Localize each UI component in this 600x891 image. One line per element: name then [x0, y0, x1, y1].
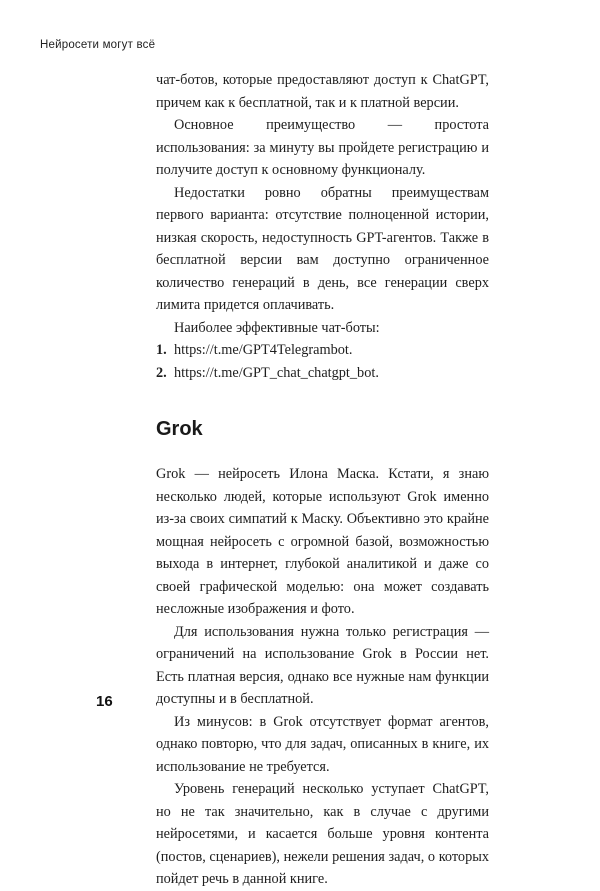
body-paragraph: Наиболее эффективные чат-боты:: [174, 319, 380, 336]
page-body: [156, 69, 489, 891]
list-item: [156, 339, 489, 362]
body-paragraph: Из минусов: в Grok отсутствует формат агентов, однако повторю, что для задач, описанных в книге, их использование не требуется.: [156, 713, 489, 775]
body-paragraph: чат-ботов, которые предоставляют доступ к ChatGPT, причем как к бесплатной, так и к платной версии.: [156, 72, 489, 111]
bot-link[interactable]: https://t.me/GPT_chat_chatgpt_bot.: [174, 364, 379, 381]
list-item: [156, 362, 489, 385]
bot-link[interactable]: https://t.me/GPT4Telegrambot.: [174, 342, 353, 358]
section-heading: Grok: [156, 418, 203, 440]
body-paragraph: Grok — нейросеть Илона Маска. Кстати, я знаю несколько людей, которые используют Grok именно из-за своих симпатий к Маску. Объективно это крайне мощная нейросеть с огромной базой, возможностью выхода в интернет, глубокой аналитикой и даже со своей графической моделью: она может создавать несложные изображения и фото.: [156, 466, 489, 617]
chatbot-list: [156, 339, 489, 384]
page-number: 16: [96, 693, 113, 710]
body-paragraph: Уровень генераций несколько уступает ChatGPT, но не так значительно, как в случае с другими нейросетями, и касается больше уровня контента (постов, сценариев), нежели решения задач, о которых пойдет речь в данной книге.: [156, 781, 489, 887]
list-number: 2.: [156, 364, 167, 381]
body-paragraph: Основное преимущество — простота использования: за минуту вы пройдете регистрацию и получите доступ к основному функционалу.: [156, 117, 489, 178]
body-paragraph: Для использования нужна только регистрация — ограничений на использование Grok в России нет. Есть платная версия, однако все нужные нам функции доступны и в бесплатной.: [156, 623, 489, 707]
running-head: Нейросети могут всё: [40, 39, 156, 51]
list-number: 1.: [156, 342, 167, 358]
body-paragraph: Недостатки ровно обратны преимуществам первого варианта: отсутствие полноценной истории, низкая скорость, недоступность GPT-агентов. Также в бесплатной версии вам доступно ограниченное количество генераций в день, все генерации сверх лимита придется оплачивать.: [156, 184, 489, 313]
